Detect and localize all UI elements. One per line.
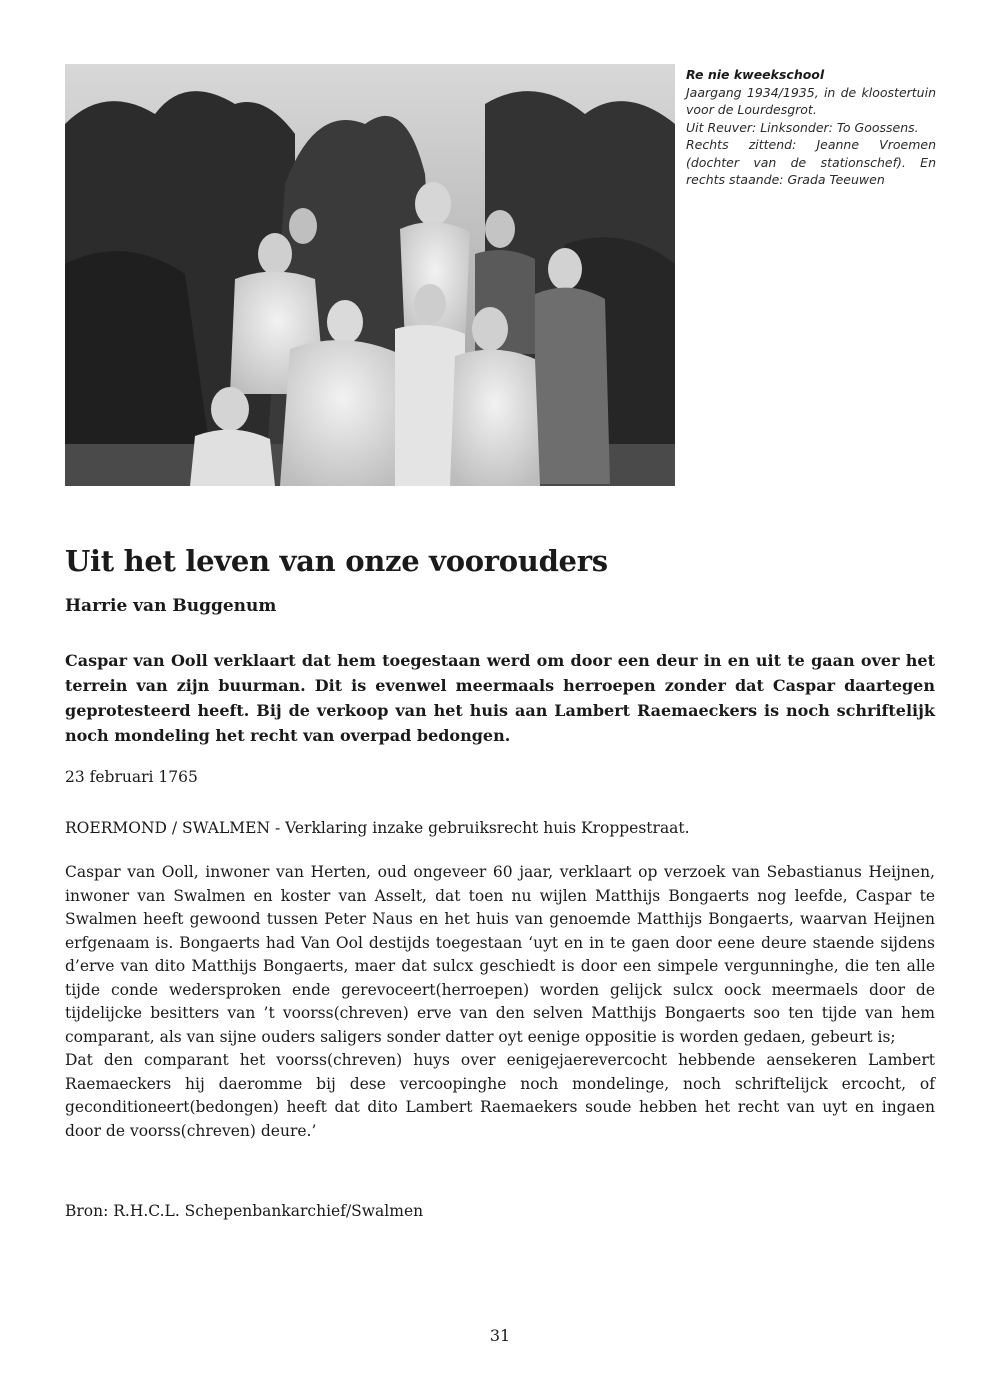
article-title: Uit het leven van onze voorouders <box>65 544 608 578</box>
body-paragraph: Caspar van Ooll, inwoner van Herten, oud ongeveer 60 jaar, verklaart op verzoek van Sebastianus Heijnen, inwoner van Swalmen en koster van Asselt, dat toen nu wijlen Matthijs Bongaerts nog leefde, Caspar te Swalmen heeft gewoond tussen Peter Naus en het huis van genoemde Matthijs Bongaerts, waarvan Heijnen erfgenaam is. Bongaerts had Van Ool destijds toegestaan ‘uyt en in te gaen door eene deure staende sijdens d’erve van dito Matthijs Bongaerts, maer dat sulcx geschiedt is door een simpele vergunninghe, die ten alle tijde conde wedersproken ende gerevoceert(herroepen) worden gelijck sulcx oock meermaels door de tijdelijcke besitters van ’t voorss(chreven) erve van den selven Matthijs Bongaerts soo ten tijde van hem comparant, als van sijne ouders saligers sonder datter oyt eenige oppositie is worden gedaen, gebeurt is; <box>65 863 935 1046</box>
caption-title: Re nie kweekschool <box>686 67 825 82</box>
page-number: 31 <box>489 1326 511 1345</box>
caption-line: Rechts zittend: Jeanne Vroemen (dochter van de stationschef). En rechts staande: Grada Teeuwen <box>686 137 936 187</box>
article-lead: Caspar van Ooll verklaart dat hem toegestaan werd om door een deur in en uit te gaan over het terrein van zijn buurman. Dit is evenwel meermaals herroepen zonder dat Caspar daartegen geprotesteerd heeft. Bij de verkoop van het huis aan Lambert Raemaeckers is noch schriftelijk noch mondeling het recht van overpad bedongen. <box>65 651 935 745</box>
article-subject: ROERMOND / SWALMEN - Verklaring inzake gebruiksrecht huis Kroppestraat. <box>65 819 690 837</box>
group-photo <box>65 64 675 486</box>
caption-line: Uit Reuver: Linksonder: To Goossens. <box>686 119 919 135</box>
photo-caption <box>686 66 936 189</box>
article-source: Bron: R.H.C.L. Schepenbankarchief/Swalmen <box>65 1202 424 1220</box>
caption-line: Jaargang 1934/1935, in de kloostertuin voor de Lourdesgrot. <box>686 84 936 117</box>
article-date: 23 februari 1765 <box>65 768 198 786</box>
body-paragraph: Dat den comparant het voorss(chreven) huys over eenigejaerevercocht hebbende aensekeren Lambert Raemaeckers hij daeromme bij dese vercoopinghe noch mondelinge, noch schriftelijck ercocht, of geconditioneert(bedongen) heeft dat dito Lambert Raemaekers soude hebben het recht van uyt en ingaen door de voorss(chreven) deure.’ <box>65 1051 935 1140</box>
article-author: Harrie van Buggenum <box>65 596 277 616</box>
group-photo-illustration <box>65 64 675 486</box>
article-body <box>65 861 935 1143</box>
